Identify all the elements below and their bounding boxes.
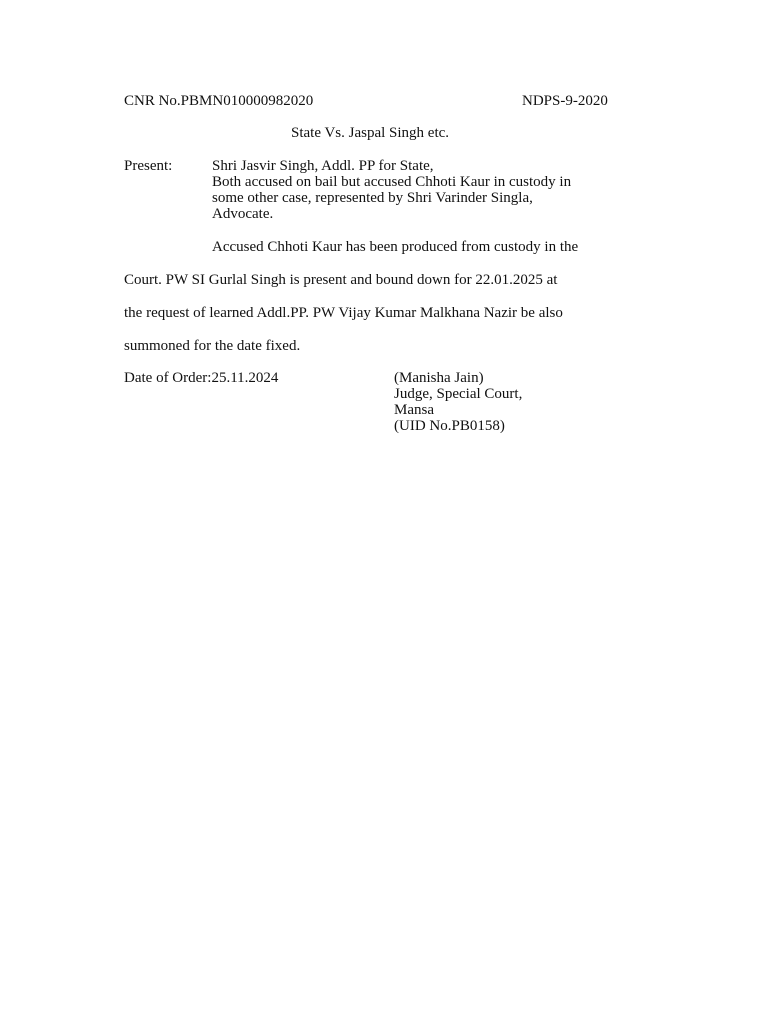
signature-block bbox=[394, 370, 522, 434]
date-of-order: Date of Order:25.11.2024 bbox=[124, 370, 279, 386]
present-line: Advocate. bbox=[212, 206, 274, 222]
present-details bbox=[212, 158, 571, 222]
court-location: Mansa bbox=[394, 402, 434, 418]
order-line: Accused Chhoti Kaur has been produced from custody in the bbox=[212, 239, 579, 255]
case-title: State Vs. Jaspal Singh etc. bbox=[291, 125, 450, 141]
judge-name: (Manisha Jain) bbox=[394, 370, 484, 386]
order-line: summoned for the date fixed. bbox=[124, 338, 301, 354]
present-line: Both accused on bail but accused Chhoti Kaur in custody in bbox=[212, 174, 572, 190]
cnr-number: CNR No.PBMN010000982020 bbox=[124, 93, 314, 109]
present-line: some other case, represented by Shri Varinder Singla, bbox=[212, 190, 533, 206]
case-number: NDPS-9-2020 bbox=[522, 93, 608, 109]
judge-uid: (UID No.PB0158) bbox=[394, 418, 505, 434]
order-line: Court. PW SI Gurlal Singh is present and bound down for 22.01.2025 at bbox=[124, 272, 558, 288]
present-label: Present: bbox=[124, 158, 173, 174]
order-text bbox=[124, 239, 578, 354]
judge-designation: Judge, Special Court, bbox=[394, 386, 523, 402]
order-line: the request of learned Addl.PP. PW Vijay Kumar Malkhana Nazir be also bbox=[124, 305, 563, 321]
present-line: Shri Jasvir Singh, Addl. PP for State, bbox=[212, 158, 434, 174]
